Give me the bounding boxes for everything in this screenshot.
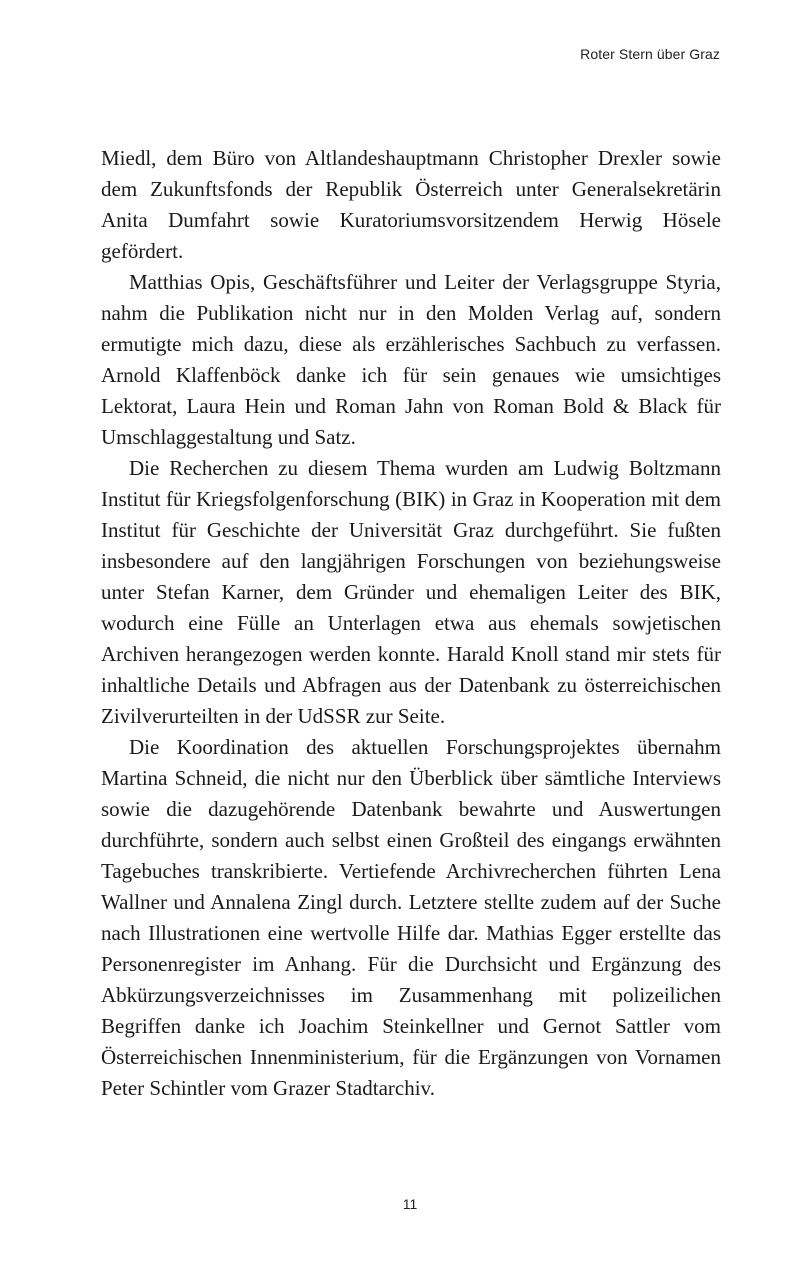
paragraph-1: Miedl, dem Büro von Altlandeshauptmann Christopher Drexler sowie dem Zukunftsfonds der Republik Österreich unter Generalsekretärin Anita Dumfahrt sowie Kuratoriumsvorsitzendem Herwig Hösele gefördert. bbox=[101, 146, 721, 263]
paragraph-4: Die Koordination des aktuellen Forschungsprojektes übernahm Martina Schneid, die nicht nur den Überblick über sämtliche Interviews sowie die dazugehörende Datenbank bewahrte und Auswertungen durchführte, sondern auch selbst einen Großteil des eingangs erwähnten Tagebuches transkribierte. Vertiefende Archivrecherchen führten Lena Wallner und Annalena Zingl durch. Letztere stellte zudem auf der Suche nach Illustrationen eine wertvolle Hilfe dar. Mathias Egger erstellte das Personenregister im Anhang. Für die Durchsicht und Ergänzung des Abkürzungsverzeichnisses im Zusammenhang mit polizeilichen Begriffen danke ich Joachim Steinkellner und Gernot Sattler vom Österreichischen Innenministerium, für die Ergänzungen von Vornamen Peter Schintler vom Grazer Stadtarchiv. bbox=[101, 735, 721, 1100]
body-text bbox=[101, 143, 721, 1104]
page-number: 11 bbox=[402, 1196, 418, 1212]
running-head-title: Roter Stern über Graz bbox=[580, 46, 720, 62]
paragraph-2: Matthias Opis, Geschäftsführer und Leiter der Verlagsgruppe Styria, nahm die Publikation nicht nur in den Molden Verlag auf, sondern ermutigte mich dazu, diese als erzählerisches Sachbuch zu verfassen. Arnold Klaffenböck danke ich für sein genaues wie umsichtiges Lektorat, Laura Hein und Roman Jahn von Roman Bold & Black für Umschlaggestaltung und Satz. bbox=[101, 270, 721, 449]
paragraph-3: Die Recherchen zu diesem Thema wurden am Ludwig Boltzmann Institut für Kriegsfolgenforschung (BIK) in Graz in Kooperation mit dem Institut für Geschichte der Universität Graz durchgeführt. Sie fußten insbesondere auf den langjährigen Forschungen von beziehungsweise unter Stefan Karner, dem Gründer und ehemaligen Leiter des BIK, wodurch eine Fülle an Unterlagen etwa aus ehemals sowjetischen Archiven herangezogen werden konnte. Harald Knoll stand mir stets für inhaltliche Details und Abfragen aus der Datenbank zu österreichischen Zivilverurteilten in der UdSSR zur Seite. bbox=[101, 456, 721, 728]
